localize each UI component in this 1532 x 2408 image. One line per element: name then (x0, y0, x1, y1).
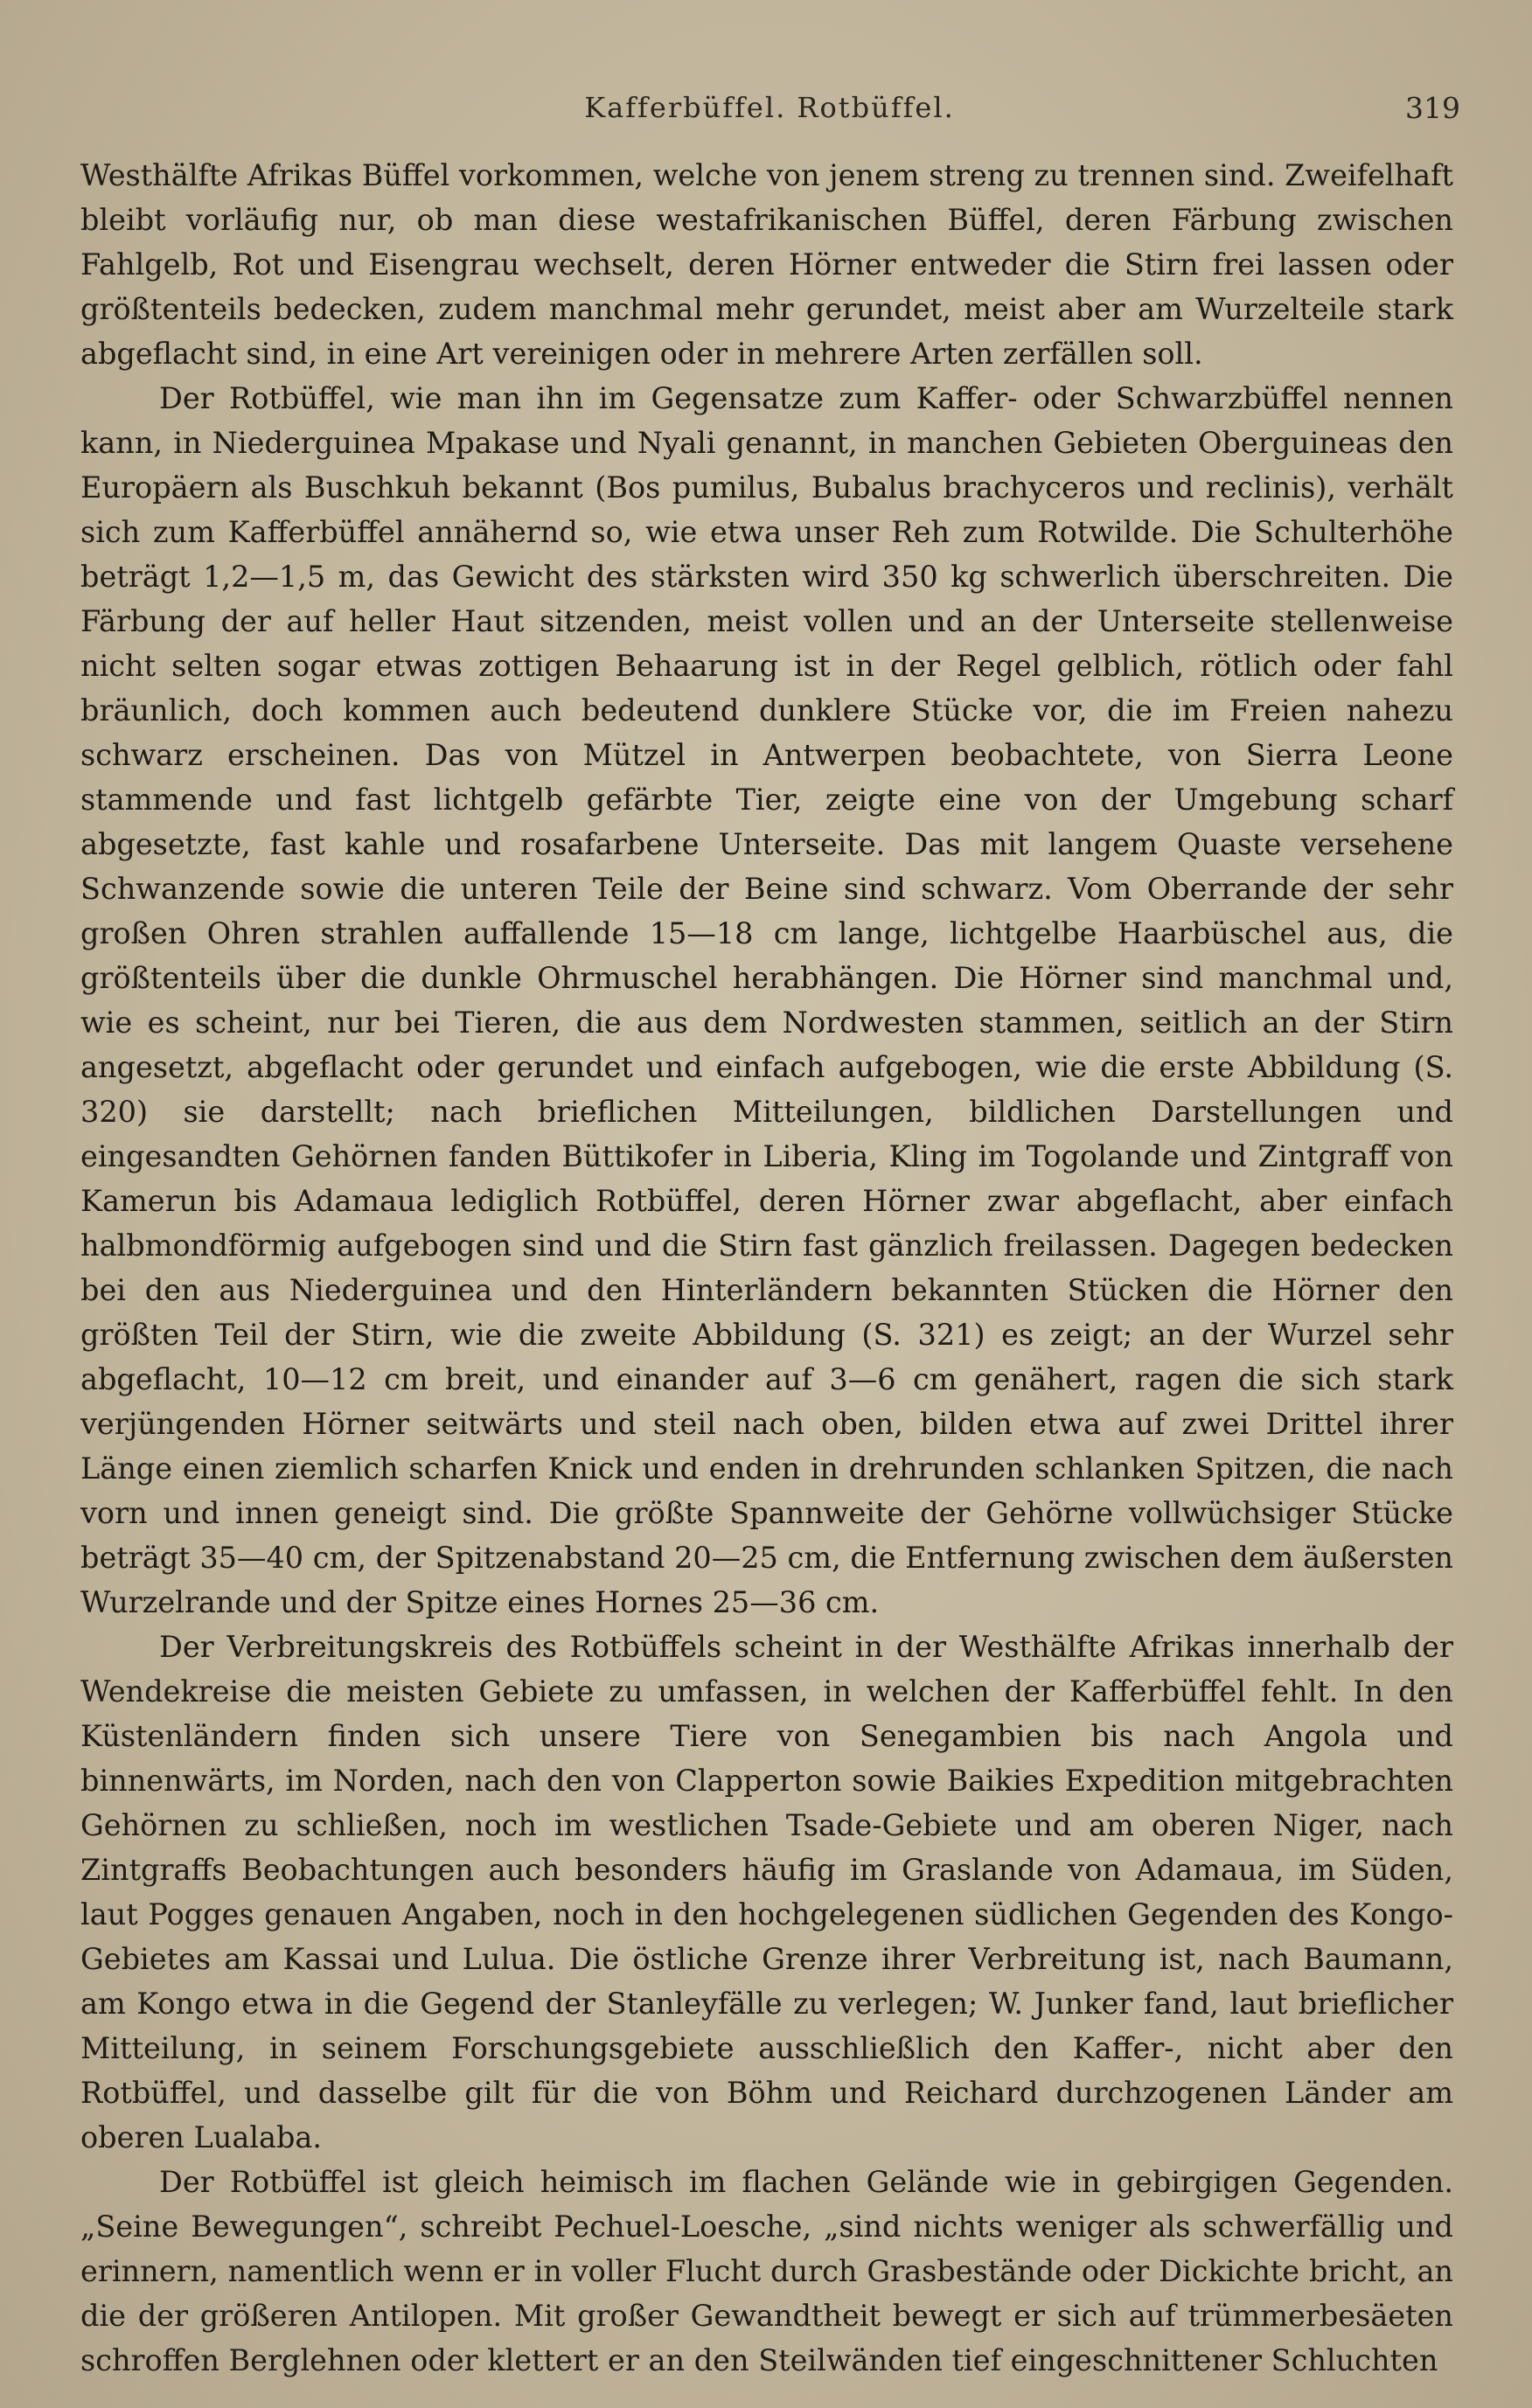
paragraph: Der Rotbüffel, wie man ihn im Gegensatze zum Kaffer- oder Schwarzbüffel nennen kann, in Niederguinea Mpakase und Nyali genannt, in manchen Gebieten Oberguineas den Europäern als Buschkuh bekannt (Bos pumilus, Bubalus brachyceros und reclinis), verhält sich zum Kafferbüffel annähernd so, wie etwa unser Reh zum Rotwilde. Die Schulterhöhe beträgt 1,2—1,5 m, das Gewicht des stärksten wird 350 kg schwerlich überschreiten. Die Färbung der auf heller Haut sitzenden, meist vollen und an der Unterseite stellenweise nicht selten sogar etwas zottigen Behaarung ist in der Regel gelblich, rötlich oder fahl bräunlich, doch kommen auch bedeutend dunklere Stücke vor, die im Freien nahezu schwarz erscheinen. Das von Mützel in Antwerpen beobachtete, von Sierra Leone stammende und fast lichtgelb gefärbte Tier, zeigte eine von der Umgebung scharf abgesetzte, fast kahle und rosafarbene Unterseite. Das mit langem Quaste versehene Schwanzende sowie die unteren Teile der Beine sind schwarz. Vom Oberrande der sehr großen Ohren strahlen auffallende 15—18 cm lange, lichtgelbe Haarbüschel aus, die größtenteils über die dunkle Ohrmuschel herabhängen. Die Hörner sind manchmal und, wie es scheint, nur bei Tieren, die aus dem Nordwesten stammen, seitlich an der Stirn angesetzt, abgeflacht oder gerundet und einfach aufgebogen, wie die erste Abbildung (S. 320) sie darstellt; nach brieflichen Mitteilungen, bildlichen Darstellungen und eingesandten Gehörnen fanden Büttikofer in Liberia, Kling im Togolande und Zintgraff von Kamerun bis Adamaua lediglich Rotbüffel, deren Hörner zwar abgeflacht, aber einfach halbmondförmig aufgebogen sind und die Stirn fast gänzlich freilassen. Dagegen bedecken bei den aus Niederguinea und den Hinterländern bekannten Stücken die Hörner den größten Teil der Stirn, wie die zweite Abbildung (S. 321) es zeigt; an der Wurzel sehr abgeflacht, 10—12 cm breit, und einander auf 3—6 cm genähert, ragen die sich stark verjüngenden Hörner seitwärts und steil nach oben, bilden etwa auf zwei Drittel ihrer Länge einen ziemlich scharfen Knick und enden in drehrunden schlanken Spitzen, die nach vorn und innen geneigt sind. Die größte Spannweite der Gehörne vollwüchsiger Stücke beträgt 35—40 cm, der Spitzenabstand 20—25 cm, die Entfernung zwischen dem äußersten Wurzelrande und der Spitze eines Hornes 25—36 cm. (80, 381, 1453, 1619)
paragraph: Westhälfte Afrikas Büffel vorkommen, welche von jenem streng zu trennen sind. Zweifelhaft bleibt vorläufig nur, ob man diese westafrikanischen Büffel, deren Färbung zwischen Fahlgelb, Rot und Eisengrau wechselt, deren Hörner entweder die Stirn frei lassen oder größtenteils bedecken, zudem manchmal mehr gerundet, meist aber am Wurzelteile stark abgeflacht sind, in eine Art vereinigen oder in mehrere Arten zerfällen soll. (80, 158, 1453, 371)
paragraph: Der Verbreitungskreis des Rotbüffels scheint in der Westhälfte Afrikas innerhalb der Wendekreise die meisten Gebiete zu umfassen, in welchen der Kafferbüffel fehlt. In den Küstenländern finden sich unsere Tiere von Senegambien bis nach Angola und binnenwärts, im Norden, nach den von Clapperton sowie Baikies Expedition mitgebrachten Gehörnen zu schließen, noch im westlichen Tsade-Gebiete und am oberen Niger, nach Zintgraffs Beobachtungen auch besonders häufig im Graslande von Adamaua, im Süden, laut Pogges genauen Angaben, noch in den hochgelegenen südlichen Gegenden des Kongo-Gebietes am Kassai und Lulua. Die östliche Grenze ihrer Verbreitung ist, nach Baumann, am Kongo etwa in die Gegend der Stanleyfälle zu verlegen; W. Junker fand, laut brieflicher Mitteilung, in seinem Forschungsgebiete ausschließlich den Kaffer-, nicht aber den Rotbüffel, und dasselbe gilt für die von Böhm und Reichard durchzogenen Länder am oberen Lualaba. (80, 1630, 1453, 2154)
body-text (80, 153, 1453, 2383)
running-title: Kafferbüffel. Rotbüffel. (584, 91, 955, 124)
page-number: 319 (1405, 91, 1460, 125)
page-header (79, 91, 1460, 135)
paragraph: Der Rotbüffel ist gleich heimisch im flachen Gelände wie in gebirgigen Gegenden. „Seine Bewegungen“, schreibt Pechuel-Loesche, „sind nichts weniger als schwerfällig und erinnern, namentlich wenn er in voller Flucht durch Grasbestände oder Dickichte bricht, an die der größeren Antilopen. Mit großer Gewandtheit bewegt er sich auf trümmerbesäeten schroffen Berglehnen oder klettert er an den Steilwänden tief eingeschnittener Schluchten (80, 2165, 1453, 2377)
